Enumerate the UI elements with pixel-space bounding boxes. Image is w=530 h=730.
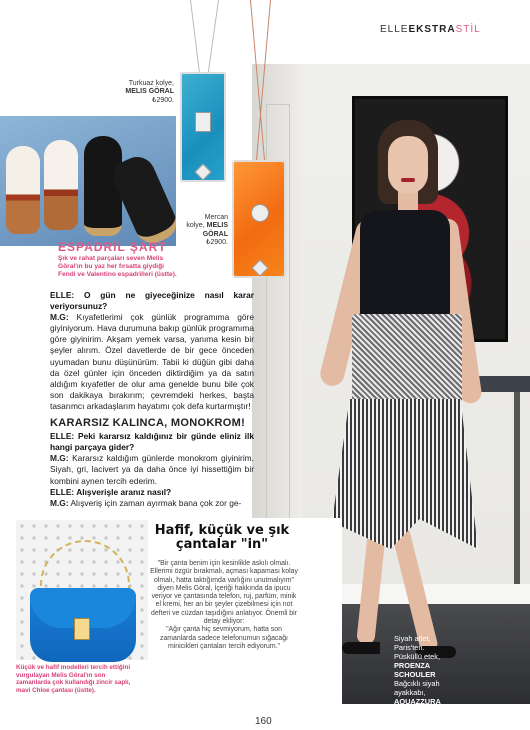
fendi-espadrille-right (44, 140, 78, 230)
product-brand: MELIS GÖRAL (125, 88, 174, 96)
product-price: ₺2900. (206, 239, 228, 247)
bag-lock (74, 618, 90, 640)
pendant-tip (195, 164, 212, 181)
section-bold: EKSTRA (408, 24, 456, 35)
credit-line: ayakkabı, (394, 688, 426, 697)
section-subhead: KARARSIZ KALINCA, MONOKROM! (50, 417, 246, 430)
answer (50, 498, 254, 509)
answer-text: Kıyafetlerimi çok günlük programıma göre giyiniyorum. Hava durumuna bakıp günlük programıma göre giyinirim. Akşam yemek varsa, yanıma kesin bir şeyler alırım. Özel davetlerde de bir gece önceden uyumadan bunu düşünürüm. Tabii ki düğün gibi daha da özel günler için önceden diktirdiğim ya da satın aldığım kıyafetler de olur ama genelde bunu bile çok son dakikaya bırakırım; çevremdeki herkes, başta tasarımcı arkadaşlarım hayatımı çok defa kurtarmıştır! (50, 312, 254, 411)
answer (50, 312, 254, 412)
turquoise-label (110, 80, 174, 105)
question: ELLE: Alışverişle aranız nasıl? (50, 486, 172, 497)
answer-label: M.G: (50, 497, 69, 508)
credit-brand: AQUAZZURA (394, 697, 441, 706)
pendant-gem (251, 204, 269, 222)
product-desc: kolye, (186, 222, 205, 230)
magazine-brand: ELLE (380, 24, 409, 35)
product-price: ₺2900. (152, 96, 174, 104)
section-light: STİL (455, 24, 481, 35)
feature-text (150, 560, 298, 651)
feature-title: Hafif, küçük ve şık çantalar "in" (154, 523, 290, 552)
question: ELLE: O gün ne giyeceğinize nasıl karar veriyorsunuz? (50, 290, 254, 312)
answer-text: Alışveriş için zaman ayırmak bana çok zor ge- (68, 497, 242, 508)
bag-caption: Küçük ve hafif modelleri tercih ettiğini vurgulayan Melis Göral'ın son zamanlarda çok kullandığı zincir saplı, mavi Chloe çantası (üstte). (16, 664, 131, 694)
woman-face (388, 136, 428, 194)
necklace-chain (190, 0, 200, 74)
pendant-gem (195, 112, 211, 132)
credit-line: Püsküllü etek, (394, 652, 441, 661)
espadril-title: ESPADRİL ŞART (58, 240, 167, 254)
houndstooth-skirt (352, 314, 462, 404)
feature-paragraph: "Ağır çanta hiç sevmiyorum, hatta son zamanlarda sadece telefonumun sığacağı minicikleri çantaları tercih ediyorum." (160, 626, 288, 650)
page-number: 160 (255, 716, 272, 727)
product-desc: Mercan (204, 214, 228, 221)
woman-lips (401, 178, 415, 182)
interview-text (50, 290, 254, 509)
coral-pendant (232, 160, 286, 278)
credit-line: Siyah atlet, (394, 634, 431, 643)
product-desc: Turkuaz kolye, (128, 80, 174, 87)
answer-label: M.G: (50, 453, 69, 464)
espadril-caption: Şık ve rahat parçaları seven Melis Göral'ın bu yaz her fırsatta giydiği Fendi ve Valentino espadrilleri (üstte). (58, 255, 177, 278)
credit-brand: SCHOULER (394, 670, 436, 679)
answer-label: M.G: (50, 312, 69, 323)
black-shoe-left (342, 642, 380, 654)
coral-label (186, 214, 228, 248)
turquoise-pendant (180, 72, 226, 182)
credit-line: Paris'ten. (394, 643, 425, 652)
necklace-chain (208, 0, 219, 73)
answer-text: Kararsız kaldığım günlerde monokrom giyinirim. Siyah, gri, lacivert ya da daha önce iyi hissettiğim bir kombini aynen tercih ederim. (50, 453, 254, 486)
feature-paragraph: "Bir çanta benim için kesinlikle askılı olmalı. Ellerimi özgür bırakmalı, açması kapaması kolay olmalı, hatta taktığımda varlığını unutmalıyım" diyen Melis Göral, İçeriği hakkında da ipucu veriyor ve çantasında telefon, ruj, parfüm, minik el kremi, her an bir şeyler çizebilmesi için not defteri ve cüzdan taşıdığını anlatıyor. Önemli bir detay ekliyor: (150, 560, 298, 626)
credit-line: Bağcıklı siyah (394, 679, 440, 688)
fendi-espadrille-left (6, 146, 40, 234)
fringe-skirt (332, 399, 478, 549)
black-tank-top (360, 210, 450, 320)
shoes-photo (0, 116, 176, 246)
photo-credit (394, 634, 524, 706)
question: ELLE: Peki kararsız kaldığınız bir günde eliniz ilk hangi parçaya gider? (50, 431, 254, 453)
product-brand: MELIS GÖRAL (202, 222, 228, 238)
pendant-tip (252, 260, 269, 277)
answer (50, 453, 254, 486)
credit-brand: PROENZA (394, 661, 431, 670)
magazine-header (380, 24, 481, 35)
